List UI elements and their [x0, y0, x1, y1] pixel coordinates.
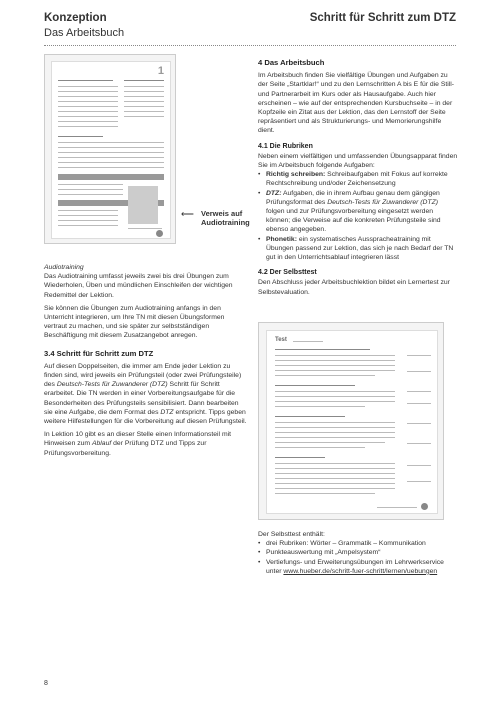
rubriken-intro: Neben einem vielfältigen und umfassenden Übungsapparat finden Sie im Arbeitsbuch folgende Aufgaben: — [258, 152, 458, 170]
page-number: 8 — [44, 680, 48, 687]
dtz-paragraph-1: Auf diesen Doppelseiten, die immer am Ende jeder Lektion zu finden sind, wird jeweils ein Prüfungsteil (oder zwei Prüfungsteile) des Deutsch-Tests für Zuwanderer (DTZ) Schritt für Schritt erarbeitet. Die TN werden in einer Vorbereitungsaufgabe für die Besonderheiten des Prüfungsteils sensibilisiert. Dann bearbeiten sie eine Aufgabe, die dem Format des DTZ entspricht. Tipps geben weitere Hilfestellungen für die Vorbereitung auf diesen Prüfungsteil. — [44, 362, 247, 426]
list-item: • Phonetik: ein systematisches Ausspracheatraining mit Übungen passend zur Lektion, das sich je nach Bedarf der TN gut in den Unterrichtsablauf integrieren lässt — [258, 235, 458, 263]
selbsttest-paragraph: Den Abschluss jeder Arbeitsbuchlektion bildet ein Lernertest zur Selbstevaluation. — [258, 279, 450, 296]
callout-line-2: Audiotraining — [201, 218, 250, 228]
thumbnail-test-label: Test — [275, 337, 287, 343]
selbsttest-contents-list — [258, 539, 458, 576]
callout-line-1: Verweis auf — [201, 209, 243, 218]
selbsttest-heading: 4.2 Der Selbsttest — [258, 269, 317, 277]
arrow-left-icon: ⟵ — [181, 209, 194, 219]
left-column — [44, 263, 248, 462]
rubriken-list — [258, 170, 458, 262]
list-item: • Richtig schreiben: Schreibaufgaben mit Fokus auf korrekte Rechtschreibung und/oder Zeichensetzung — [258, 170, 458, 188]
list-item: • drei Rubriken: Wörter – Grammatik – Kommunikation — [258, 539, 458, 548]
arbeitsbuch-paragraph: Im Arbeitsbuch finden Sie vielfältige Übungen und Aufgaben zu der Seite „Startklar!“ und zu den Lernschritten A bis E für die Still- und Partnerarbeit im Kurs oder als Hausaufgabe. Auch hier erscheinen – wie auf der entsprechenden Kursbuchseite – in der Kopfzeile ein Zitat aus der Lektion, das den Lernstoff der Seite repräsentiert und als Strukturierungs- und Memorierungshilfe dient. — [258, 72, 455, 135]
thumbnail-page — [266, 330, 438, 514]
right-column — [258, 58, 458, 301]
audiotraining-heading: Audiotraining — [44, 264, 84, 271]
audiotraining-paragraph-2: Sie können die Übungen zum Audiotraining anfangs in den Unterricht integrieren, um Ihre TN mit diesen Übungsformen vertraut zu machen, und sie später zur selbstständigen Beschäftigung mit diesem Zusatzangebot anregen. — [44, 304, 225, 340]
chapter-title: Konzeption — [44, 12, 107, 24]
section-header-right: Schritt für Schritt zum DTZ — [309, 12, 456, 24]
list-item: • Punkteauswertung mit „Ampelsystem“ — [258, 548, 458, 557]
arbeitsbuch-page-thumbnail — [44, 54, 176, 244]
dtz-paragraph-2: In Lektion 10 gibt es an dieser Stelle einen Informationsteil mit Hinweisen zum Ablauf der Prüfung DTZ und Tipps zur Prüfungsvorbereitung. — [44, 431, 232, 457]
list-item: • DTZ: Aufgaben, die in ihrem Aufbau genau dem gängigen Prüfungsformat des Deutsch-Tests für Zuwanderer (DTZ) folgen und zur Prüfungsvorbereitung eingesetzt werden können; die Verweise auf die konkreten Prüfungsteile sind ebenso angegeben. — [258, 189, 458, 235]
audiotraining-callout — [181, 209, 250, 228]
dtz-section-heading: 3.4 Schritt für Schritt zum DTZ — [44, 348, 154, 358]
rubriken-heading: 4.1 Die Rubriken — [258, 142, 313, 150]
list-item: • Vertiefungs- und Erweiterungsübungen im Lehrwerkservice unter www.hueber.de/schritt-fuer-schritt/lernen/uebungen — [258, 558, 458, 576]
selbsttest-contents — [258, 530, 458, 580]
arbeitsbuch-heading: 4 Das Arbeitsbuch — [258, 58, 325, 67]
selbsttest-contents-intro: Der Selbsttest enthält: — [258, 531, 325, 538]
header-divider — [44, 45, 456, 46]
thumbnail-page — [51, 61, 171, 239]
selbsttest-page-thumbnail — [258, 322, 444, 520]
thumbnail-page-number: 1 — [157, 65, 164, 77]
audiotraining-paragraph-1: Das Audiotraining umfasst jeweils zwei bis drei Übungen zum Wiederholen, Üben und mündlichen Einschleifen der wichtigen Redemittel der Lektion. — [44, 273, 233, 299]
chapter-subtitle: Das Arbeitsbuch — [44, 27, 125, 39]
lehrwerkservice-link[interactable]: www.hueber.de/schritt-fuer-schritt/lernen/uebungen — [283, 567, 438, 575]
